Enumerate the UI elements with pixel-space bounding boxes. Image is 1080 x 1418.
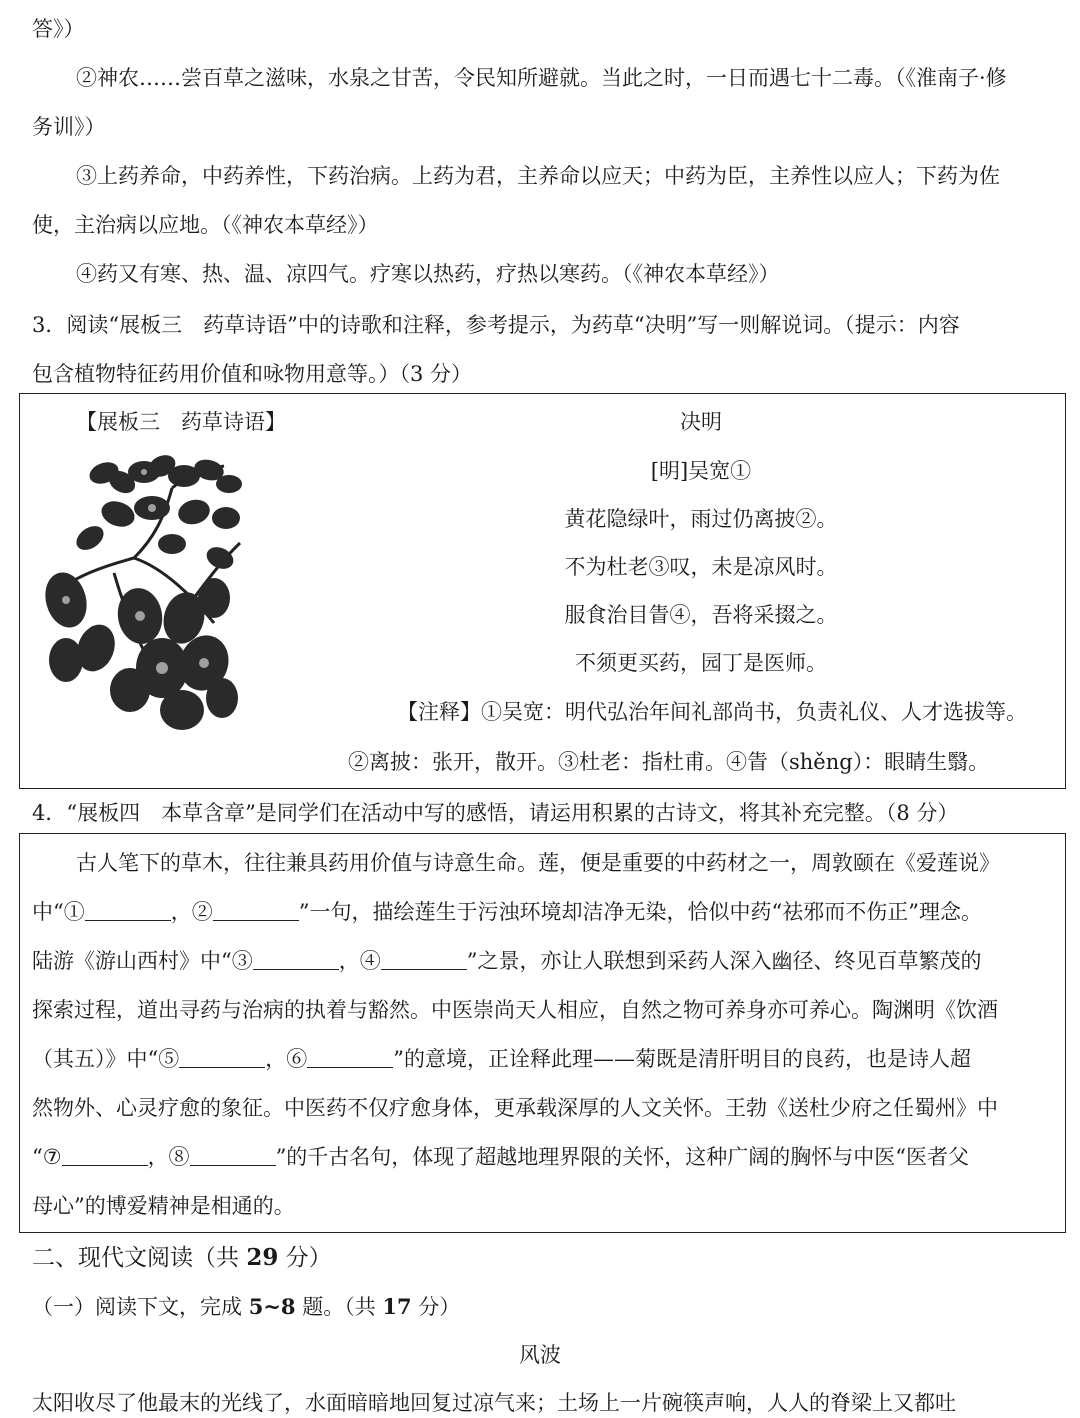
answer-blank-2[interactable] [213, 898, 299, 921]
poem-line-3: 服食治目眚④，吾将采掇之。 [564, 603, 838, 627]
text-segment: 中“① [32, 900, 85, 924]
poem-line-2: 不为杜老③叹，未是凉风时。 [564, 555, 838, 579]
subheading-score: 17 [382, 1294, 412, 1319]
source-quote-4: ④药又有寒、热、温、凉四气。疗寒以热药，疗热以寒药。（《神农本草经》） [76, 262, 780, 286]
source-quote-2-cont: 务训》） [32, 115, 106, 139]
heading-text: 分） [278, 1245, 332, 1271]
subsection-heading [32, 1292, 460, 1322]
poem-author: [明]吴宽① [650, 459, 752, 483]
text-segment: ，⑧ [147, 1145, 190, 1169]
panel-4-fill-line [32, 1044, 971, 1074]
story-title: 风波 [519, 1343, 561, 1367]
heading-text: 二、现代文阅读（共 [32, 1245, 247, 1271]
question-3: 3．阅读“展板三 药草诗语”中的诗歌和注释，参考提示，为药草“决明”写一则解说词。（提示：内容 [32, 313, 960, 337]
source-quote-3-cont: 使，主治病以应地。（《神农本草经》） [32, 213, 379, 237]
text-segment: ，② [170, 900, 213, 924]
panel-4-text: 古人笔下的草木，往往兼具药用价值与诗意生命。莲，便是重要的中药材之一，周敦颐在《爱莲说》 [76, 851, 1000, 875]
text-segment: ，⑥ [265, 1047, 308, 1071]
answer-blank-4[interactable] [381, 947, 467, 970]
panel-3-heading: 【展板三 药草诗语】 [76, 410, 286, 434]
answer-blank-3[interactable] [253, 947, 339, 970]
answer-blank-6[interactable] [307, 1045, 393, 1068]
panel-4-fill-line [32, 1142, 969, 1172]
poem-notes: 【注释】①吴宽：明代弘治年间礼部尚书，负责礼仪、人才选拔等。 [397, 700, 1027, 724]
source-quote-2: ②神农……尝百草之滋味，水泉之甘苦，令民知所避就。当此之时，一日而遇七十二毒。（《淮南子·修 [76, 66, 1007, 90]
subheading-text: 题。（共 [295, 1295, 383, 1319]
question-4: 4．“展板四 本草含章”是同学们在活动中写的感悟，请运用积累的古诗文，将其补充完整。（8 分） [32, 801, 959, 825]
answer-blank-5[interactable] [179, 1045, 265, 1068]
poem-title: 决明 [680, 410, 722, 434]
panel-4-box [19, 833, 1066, 1233]
panel-4-text: 探索过程，道出寻药与治病的执着与豁然。中医崇尚天人相应，自然之物可养身亦可养心。陶渊明《饮酒 [32, 998, 998, 1022]
section-heading [32, 1243, 332, 1273]
panel-4-text: 然物外、心灵疗愈的象征。中医药不仅疗愈身体，更承载深厚的人文关怀。王勃《送杜少府之任蜀州》中 [32, 1096, 998, 1120]
poem-line-4: 不须更买药，园丁是医师。 [575, 651, 827, 675]
panel-4-fill-line [32, 897, 982, 927]
subheading-text: （一）阅读下文，完成 [32, 1295, 249, 1319]
question-range: 5~8 [248, 1294, 296, 1319]
story-text: 太阳收尽了他最末的光线了，水面暗暗地回复过凉气来；土场上一片碗筷声响，人人的脊梁上又都吐 [32, 1391, 956, 1415]
text-segment: “⑦ [32, 1145, 62, 1169]
plant-illustration [44, 448, 252, 733]
answer-blank-1[interactable] [85, 898, 171, 921]
text-segment: ”之景，亦让人联想到采药人深入幽径、终见百草繁茂的 [466, 949, 982, 973]
subheading-text: 分） [411, 1295, 461, 1319]
text-line: 答》） [32, 17, 85, 41]
poem-notes-cont: ②离披：张开，散开。③杜老：指杜甫。④眚（shěng）：眼睛生翳。 [348, 750, 990, 774]
text-segment: ”一句，描绘莲生于污浊环境却洁净无染，恰似中药“祛邪而不伤正”理念。 [298, 900, 982, 924]
panel-4-fill-line [32, 946, 981, 976]
source-quote-3: ③上药养命，中药养性，下药治病。上药为君，主养命以应天；中药为臣，主养性以应人；下药为佐 [76, 164, 1000, 188]
text-segment: 陆游《游山西村》中“③ [32, 949, 253, 973]
answer-blank-8[interactable] [190, 1143, 276, 1166]
text-segment: （其五）》中“⑤ [32, 1047, 180, 1071]
question-3-cont: 包含植物特征药用价值和咏物用意等。）（3 分） [32, 362, 473, 386]
answer-blank-7[interactable] [62, 1143, 148, 1166]
poem-line-1: 黄花隐绿叶，雨过仍离披②。 [564, 507, 838, 531]
heading-score: 29 [246, 1244, 279, 1271]
text-segment: ”的意境，正诠释此理——菊既是清肝明目的良药，也是诗人超 [393, 1047, 971, 1071]
panel-4-text: 母心”的博爱精神是相通的。 [32, 1194, 295, 1218]
text-segment: ”的千古名句，体现了超越地理界限的关怀，这种广阔的胸怀与中医“医者父 [275, 1145, 970, 1169]
text-segment: ，④ [338, 949, 381, 973]
